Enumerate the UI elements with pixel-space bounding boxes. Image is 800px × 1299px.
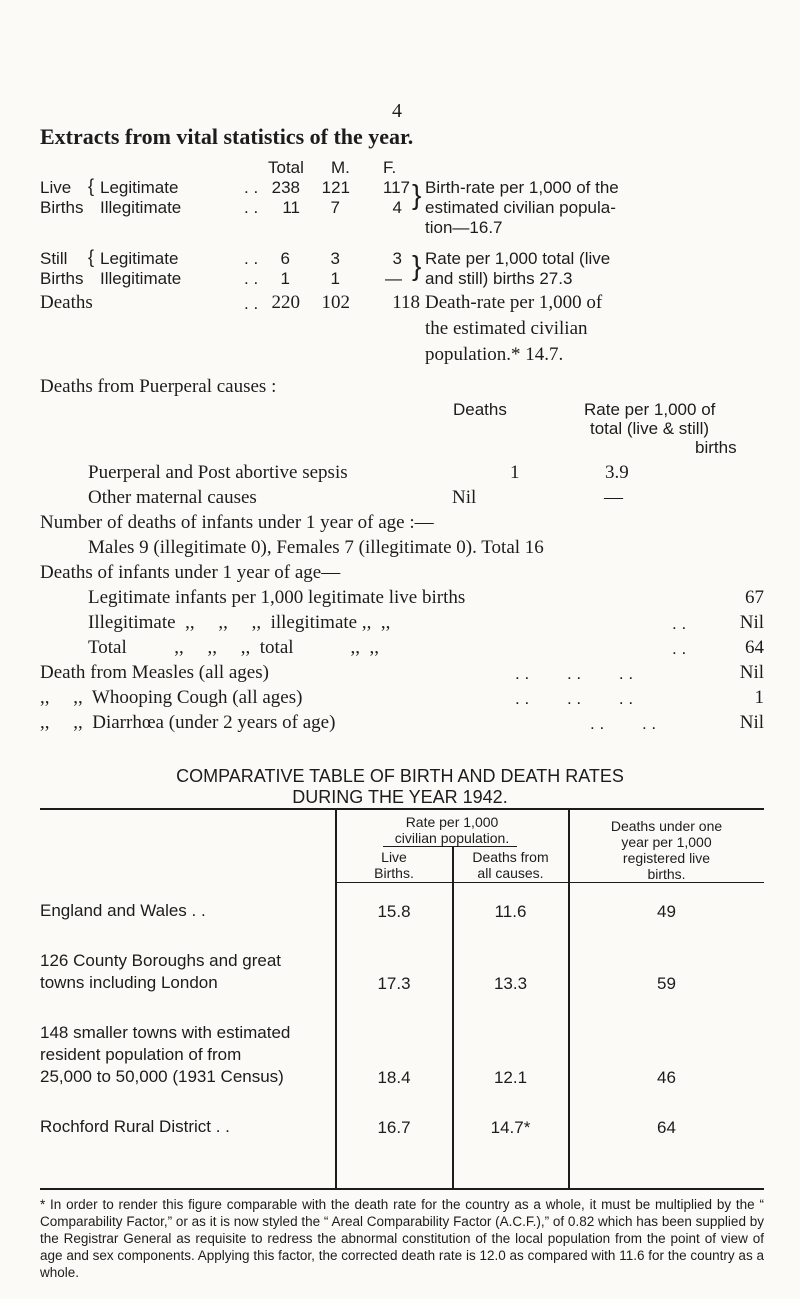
- infant-row-label: Illegitimate ,, ,, ,, illegitimate ,, ,,: [88, 612, 391, 633]
- cell-infant: 59: [657, 974, 676, 993]
- cell-live: 15.8: [377, 902, 411, 921]
- live-illegit-m: 7: [330, 198, 340, 217]
- header-rate-2: civilian population.: [394, 830, 510, 846]
- infant-row-value: 64: [745, 637, 764, 658]
- row-label-smaller-towns: resident population of from: [40, 1045, 242, 1064]
- deaths-f: 118: [392, 292, 420, 313]
- row-label-smaller-towns: 148 smaller towns with estimated: [40, 1023, 291, 1042]
- table-bottom-rule: [40, 1188, 764, 1190]
- header-infant-1: Deaths under one: [610, 818, 723, 834]
- live-illegit-total: 11: [282, 198, 300, 217]
- cell-deaths: 11.6: [494, 902, 527, 921]
- birth-rate-note-1: Birth-rate per 1,000 of the: [425, 178, 619, 197]
- cell-deaths: 14.7*: [490, 1118, 531, 1137]
- live-legit-label: Legitimate: [100, 178, 179, 197]
- left-brace-icon: {: [88, 247, 95, 267]
- infant-row-label: Total ,, ,, ,, total ,, ,,: [88, 637, 380, 658]
- col-header-male: M.: [331, 158, 350, 177]
- infant-row-value: 67: [745, 587, 764, 608]
- page-number: 4: [392, 100, 402, 122]
- table-top-rule: [40, 808, 764, 810]
- still-births-label-1: Still: [40, 249, 68, 268]
- maternal-row-deaths: Nil: [452, 487, 477, 508]
- maternal-row-label: Other maternal causes: [88, 487, 257, 508]
- still-illegit-total: 1: [280, 269, 290, 288]
- cell-infant: 64: [657, 1118, 676, 1137]
- birth-rate-note-3: tion—16.7: [425, 218, 503, 237]
- birth-rate-note-2: estimated civilian popula-: [425, 198, 616, 217]
- infant-row-value: Nil: [739, 612, 764, 633]
- puerperal-row-label: Puerperal and Post abortive sepsis: [88, 462, 348, 483]
- live-births-label-2: Births: [40, 198, 84, 217]
- table-subheader-rule: [383, 846, 517, 847]
- live-births-label-1: Live: [40, 178, 72, 197]
- cell-deaths: 12.1: [493, 1068, 528, 1087]
- death-rate-note-3: population.* 14.7.: [425, 344, 564, 365]
- cause-row-value: 1: [754, 687, 764, 708]
- still-legit-f: 3: [392, 249, 402, 268]
- puerperal-col-rate-2: total (live & still): [590, 419, 710, 438]
- comparative-title: COMPARATIVE TABLE OF BIRTH AND DEATH RATES: [176, 766, 624, 786]
- deaths-total: 220: [271, 292, 300, 313]
- puerperal-col-rate-1: Rate per 1,000 of: [584, 400, 716, 419]
- cause-row-label: Death from Measles (all ages): [40, 662, 269, 683]
- header-live-2: Births.: [374, 865, 414, 881]
- still-illegit-label: Illegitimate: [100, 269, 182, 288]
- cell-live: 18.4: [377, 1068, 411, 1087]
- still-rate-note-2: and still) births 27.3: [425, 269, 573, 288]
- cell-infant: 49: [657, 902, 676, 921]
- infant-row-label: Legitimate infants per 1,000 legitimate live births: [88, 587, 466, 608]
- comparative-subtitle: DURING THE YEAR 1942.: [292, 787, 508, 807]
- row-label-county-boroughs: 126 County Boroughs and great: [40, 951, 282, 970]
- still-illegit-f: —: [385, 269, 402, 288]
- right-brace-icon: }: [412, 250, 422, 281]
- puerperal-col-deaths: Deaths: [453, 400, 507, 419]
- header-rate-1: Rate per 1,000: [405, 814, 499, 830]
- death-rate-note-1: Death-rate per 1,000 of: [425, 292, 603, 313]
- infants-line-1: Number of deaths of infants under 1 year of age :—: [40, 512, 434, 533]
- cause-row-value: Nil: [739, 662, 764, 683]
- header-infant-3: registered live: [622, 850, 711, 866]
- header-infant-2: year per 1,000: [621, 834, 712, 850]
- still-legit-total: 6: [280, 249, 290, 268]
- puerperal-col-rate-3: births: [695, 438, 737, 457]
- row-label-rochford: Rochford Rural District . .: [40, 1117, 230, 1136]
- live-illegit-f: 4: [392, 198, 402, 217]
- still-rate-note-1: Rate per 1,000 total (live: [425, 249, 611, 268]
- live-illegit-label: Illegitimate: [100, 198, 182, 217]
- death-rate-note-2: the estimated civilian: [425, 318, 588, 339]
- page-title: Extracts from vital statistics of the year.: [40, 124, 414, 149]
- cell-live: 16.7: [377, 1118, 411, 1137]
- deaths-m: 102: [321, 292, 350, 313]
- live-legit-total: 238: [271, 178, 300, 197]
- cell-deaths: 13.3: [493, 974, 528, 993]
- cause-row-label: ,, ,, Whooping Cough (all ages): [40, 687, 303, 708]
- header-deaths-2: all causes.: [477, 865, 544, 881]
- col-header-total: Total: [268, 158, 304, 177]
- deaths-label: Deaths: [40, 292, 93, 313]
- right-brace-icon: }: [412, 179, 422, 210]
- puerperal-row-rate: 3.9: [605, 462, 629, 483]
- row-label-smaller-towns: 25,000 to 50,000 (1931 Census): [40, 1067, 284, 1086]
- infants-line-3: Deaths of infants under 1 year of age—: [40, 562, 341, 583]
- footnote: * In order to render this figure comparable with the death rate for the country as a whole, it must be multiplied by the “ Comparability Factor,” or as it is now styled the “ Areal Comparability Factor (A.C.F.),” of 0.82 which has been supplied by the Registrar General as requisite to redress the abnormal constitution of the local population from the point of view of age and sex components. Applying this factor, the corrected death rate is 12.0 as compared with 11.6 for the country as a whole.: [40, 1197, 764, 1280]
- infants-line-2: Males 9 (illegitimate 0), Females 7 (illegitimate 0). Total 16: [88, 537, 544, 558]
- maternal-row-rate: —: [604, 487, 623, 508]
- col-header-female: F.: [383, 158, 397, 177]
- header-live-1: Live: [381, 849, 407, 865]
- header-infant-4: births.: [647, 866, 686, 882]
- header-deaths-1: Deaths from: [472, 849, 549, 865]
- cell-infant: 46: [657, 1068, 676, 1087]
- still-legit-label: Legitimate: [100, 249, 179, 268]
- row-label-england: England and Wales . .: [40, 901, 206, 920]
- cause-row-label: ,, ,, Diarrhœa (under 2 years of age): [40, 712, 336, 733]
- row-label-county-boroughs: towns including London: [40, 973, 218, 992]
- puerperal-title: Deaths from Puerperal causes :: [40, 376, 277, 397]
- table-header-rule: [335, 882, 764, 883]
- still-legit-m: 3: [330, 249, 340, 268]
- left-brace-icon: {: [88, 176, 95, 196]
- live-legit-m: 121: [321, 178, 350, 197]
- still-births-label-2: Births: [40, 269, 84, 288]
- cause-row-value: Nil: [739, 712, 764, 733]
- still-illegit-m: 1: [330, 269, 340, 288]
- puerperal-row-deaths: 1: [510, 462, 520, 483]
- cell-live: 17.3: [377, 974, 411, 993]
- live-legit-f: 117: [382, 178, 410, 197]
